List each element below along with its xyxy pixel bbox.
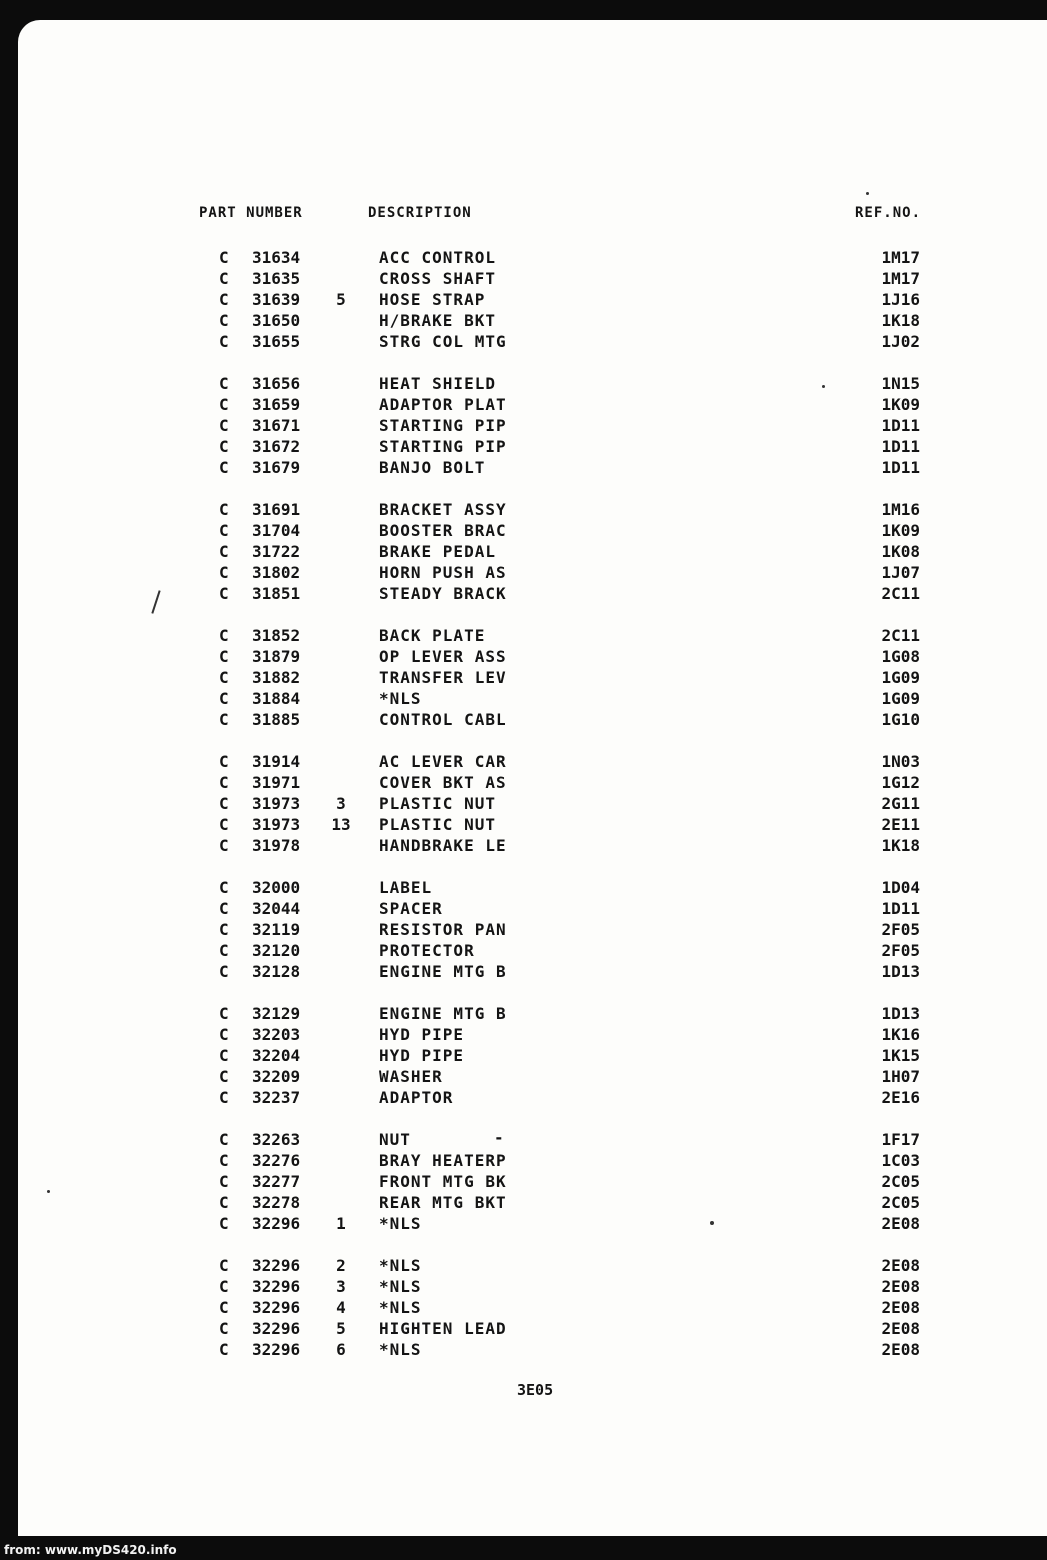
row-prefix: C: [219, 542, 229, 561]
ref-number: 2E08: [881, 1277, 920, 1296]
part-description: *NLS: [379, 1214, 422, 1233]
ref-number: 1M17: [881, 269, 920, 288]
table-row: [0, 878, 1047, 899]
part-description: ACC CONTROL: [379, 248, 496, 267]
part-description: BRAKE PEDAL: [379, 542, 496, 561]
table-row: [0, 1340, 1047, 1361]
ref-number: 1G09: [881, 689, 920, 708]
part-number: 32296: [252, 1256, 301, 1275]
table-row: [0, 1298, 1047, 1319]
quantity: 2: [336, 1256, 346, 1275]
row-prefix: C: [219, 647, 229, 666]
part-description: STEADY BRACK: [379, 584, 507, 603]
row-prefix: C: [219, 836, 229, 855]
row-prefix: C: [219, 521, 229, 540]
table-row: [0, 416, 1047, 437]
part-description: *NLS: [379, 1298, 422, 1317]
ref-number: 1K09: [881, 395, 920, 414]
table-row: [0, 1172, 1047, 1193]
part-number: 32296: [252, 1340, 301, 1359]
row-prefix: C: [219, 269, 229, 288]
table-row: [0, 1046, 1047, 1067]
part-description: BACK PLATE: [379, 626, 486, 645]
part-number: 31978: [252, 836, 301, 855]
table-row: [0, 1193, 1047, 1214]
part-number: 31973: [252, 815, 301, 834]
table-row: [0, 920, 1047, 941]
row-prefix: C: [219, 437, 229, 456]
row-prefix: C: [219, 899, 229, 918]
row-prefix: C: [219, 1088, 229, 1107]
part-description: WASHER: [379, 1067, 443, 1086]
ref-number: 1G08: [881, 647, 920, 666]
part-number: 31671: [252, 416, 301, 435]
part-description: HEAT SHIELD: [379, 374, 496, 393]
ref-number: 1G09: [881, 668, 920, 687]
row-prefix: C: [219, 563, 229, 582]
part-number: 31679: [252, 458, 301, 477]
part-number: 32044: [252, 899, 301, 918]
part-description: *NLS: [379, 1340, 422, 1359]
table-row: [0, 773, 1047, 794]
part-number: 32296: [252, 1298, 301, 1317]
part-number: 32120: [252, 941, 301, 960]
row-prefix: C: [219, 374, 229, 393]
row-prefix: C: [219, 773, 229, 792]
ref-number: 1J16: [881, 290, 920, 309]
row-prefix: C: [219, 248, 229, 267]
part-number: 31851: [252, 584, 301, 603]
part-description: NUT: [379, 1130, 411, 1149]
ref-number: 2C11: [881, 584, 920, 603]
row-prefix: C: [219, 1004, 229, 1023]
ref-number: 1K16: [881, 1025, 920, 1044]
part-number: 32263: [252, 1130, 301, 1149]
part-number: 32203: [252, 1025, 301, 1044]
part-number: 32128: [252, 962, 301, 981]
part-number: 32119: [252, 920, 301, 939]
part-number: 31659: [252, 395, 301, 414]
part-number: 32296: [252, 1277, 301, 1296]
part-number: 31691: [252, 500, 301, 519]
part-number: 31879: [252, 647, 301, 666]
part-number: 32209: [252, 1067, 301, 1086]
table-row: [0, 962, 1047, 983]
part-number: 31655: [252, 332, 301, 351]
table-row: [0, 815, 1047, 836]
row-prefix: C: [219, 500, 229, 519]
table-row: [0, 1277, 1047, 1298]
part-description: ADAPTOR: [379, 1088, 454, 1107]
row-prefix: C: [219, 1067, 229, 1086]
ref-number: 1J07: [881, 563, 920, 582]
table-row: [0, 248, 1047, 269]
table-row: [0, 374, 1047, 395]
row-prefix: C: [219, 710, 229, 729]
speck: [866, 192, 869, 195]
part-number: 31852: [252, 626, 301, 645]
stray-mark: -: [494, 1128, 504, 1147]
table-row: [0, 1256, 1047, 1277]
ref-number: 1K15: [881, 1046, 920, 1065]
row-prefix: C: [219, 920, 229, 939]
ref-number: 2E08: [881, 1298, 920, 1317]
table-row: [0, 1088, 1047, 1109]
part-number: 31973: [252, 794, 301, 813]
part-description: *NLS: [379, 1256, 422, 1275]
table-row: [0, 395, 1047, 416]
part-number: 32129: [252, 1004, 301, 1023]
part-description: HANDBRAKE LE: [379, 836, 507, 855]
part-description: HORN PUSH AS: [379, 563, 507, 582]
part-description: PROTECTOR: [379, 941, 475, 960]
part-number: 31656: [252, 374, 301, 393]
row-prefix: C: [219, 1340, 229, 1359]
ref-number: 1D11: [881, 899, 920, 918]
table-row: [0, 1067, 1047, 1088]
row-prefix: C: [219, 1046, 229, 1065]
ref-number: 1D13: [881, 1004, 920, 1023]
speck: [710, 1221, 714, 1225]
row-prefix: C: [219, 1193, 229, 1212]
row-prefix: C: [219, 752, 229, 771]
part-description: ENGINE MTG B: [379, 962, 507, 981]
part-number: 32204: [252, 1046, 301, 1065]
table-row: [0, 563, 1047, 584]
part-number: 31914: [252, 752, 301, 771]
part-number: 31634: [252, 248, 301, 267]
part-description: PLASTIC NUT: [379, 794, 496, 813]
ref-number: 1D11: [881, 416, 920, 435]
speck: [822, 385, 825, 388]
row-prefix: C: [219, 1151, 229, 1170]
part-description: OP LEVER ASS: [379, 647, 507, 666]
part-number: 31884: [252, 689, 301, 708]
quantity: 3: [336, 794, 346, 813]
quantity: 3: [336, 1277, 346, 1296]
row-prefix: C: [219, 815, 229, 834]
quantity: 6: [336, 1340, 346, 1359]
row-prefix: C: [219, 332, 229, 351]
ref-number: 1G10: [881, 710, 920, 729]
part-description: BRACKET ASSY: [379, 500, 507, 519]
ref-number: 1D11: [881, 458, 920, 477]
table-row: [0, 1130, 1047, 1151]
ref-number: 1J02: [881, 332, 920, 351]
ref-number: 1N03: [881, 752, 920, 771]
part-description: *NLS: [379, 689, 422, 708]
row-prefix: C: [219, 395, 229, 414]
part-description: SPACER: [379, 899, 443, 918]
speck: [47, 1190, 50, 1193]
part-number: 31635: [252, 269, 301, 288]
ref-number: 2E11: [881, 815, 920, 834]
part-description: ADAPTOR PLAT: [379, 395, 507, 414]
column-header-description: DESCRIPTION: [368, 205, 472, 221]
ref-number: 1K18: [881, 311, 920, 330]
part-number: 31639: [252, 290, 301, 309]
ref-number: 1K09: [881, 521, 920, 540]
part-description: BRAY HEATERP: [379, 1151, 507, 1170]
part-number: 32276: [252, 1151, 301, 1170]
part-number: 31672: [252, 437, 301, 456]
table-row: [0, 500, 1047, 521]
ref-number: 1C03: [881, 1151, 920, 1170]
row-prefix: C: [219, 878, 229, 897]
part-description: STRG COL MTG: [379, 332, 507, 351]
part-number: 31882: [252, 668, 301, 687]
part-number: 31704: [252, 521, 301, 540]
ref-number: 1D04: [881, 878, 920, 897]
source-watermark: from: www.myDS420.info: [4, 1543, 177, 1557]
part-description: HOSE STRAP: [379, 290, 486, 309]
row-prefix: C: [219, 1214, 229, 1233]
row-prefix: C: [219, 962, 229, 981]
table-row: [0, 269, 1047, 290]
ref-number: 1G12: [881, 773, 920, 792]
ref-number: 1N15: [881, 374, 920, 393]
part-number: 32296: [252, 1319, 301, 1338]
part-number: 32000: [252, 878, 301, 897]
part-description: HYD PIPE: [379, 1046, 465, 1065]
ref-number: 1M17: [881, 248, 920, 267]
row-prefix: C: [219, 794, 229, 813]
part-number: 31650: [252, 311, 301, 330]
quantity: 13: [331, 815, 351, 834]
ref-number: 2C05: [881, 1172, 920, 1191]
part-description: TRANSFER LEV: [379, 668, 507, 687]
row-prefix: C: [219, 416, 229, 435]
part-description: BOOSTER BRAC: [379, 521, 507, 540]
quantity: 5: [336, 1319, 346, 1338]
part-number: 32296: [252, 1214, 301, 1233]
table-row: [0, 332, 1047, 353]
column-header-part-number: PART NUMBER: [199, 205, 303, 221]
table-row: [0, 1025, 1047, 1046]
part-description: STARTING PIP: [379, 437, 507, 456]
ref-number: 2E08: [881, 1256, 920, 1275]
ref-number: 2C11: [881, 626, 920, 645]
row-prefix: C: [219, 668, 229, 687]
row-prefix: C: [219, 584, 229, 603]
row-prefix: C: [219, 311, 229, 330]
part-description: H/BRAKE BKT: [379, 311, 496, 330]
part-description: HIGHTEN LEAD: [379, 1319, 507, 1338]
ref-number: 2E08: [881, 1319, 920, 1338]
row-prefix: C: [219, 689, 229, 708]
table-row: [0, 521, 1047, 542]
table-row: [0, 710, 1047, 731]
table-row: [0, 794, 1047, 815]
page-code: 3E05: [517, 1381, 554, 1399]
part-description: AC LEVER CAR: [379, 752, 507, 771]
row-prefix: C: [219, 1319, 229, 1338]
table-row: [0, 311, 1047, 332]
part-description: HYD PIPE: [379, 1025, 465, 1044]
ref-number: 1M16: [881, 500, 920, 519]
row-prefix: C: [219, 1256, 229, 1275]
ref-number: 2C05: [881, 1193, 920, 1212]
table-row: [0, 941, 1047, 962]
part-description: FRONT MTG BK: [379, 1172, 507, 1191]
part-description: CONTROL CABL: [379, 710, 507, 729]
row-prefix: C: [219, 1172, 229, 1191]
ref-number: 2E08: [881, 1340, 920, 1359]
ref-number: 1H07: [881, 1067, 920, 1086]
ref-number: 1F17: [881, 1130, 920, 1149]
table-row: [0, 836, 1047, 857]
table-row: [0, 458, 1047, 479]
part-description: BANJO BOLT: [379, 458, 486, 477]
table-row: [0, 542, 1047, 563]
part-description: COVER BKT AS: [379, 773, 507, 792]
part-number: 32237: [252, 1088, 301, 1107]
part-number: 31802: [252, 563, 301, 582]
table-row: [0, 752, 1047, 773]
part-description: CROSS SHAFT: [379, 269, 496, 288]
table-row: [0, 689, 1047, 710]
ref-number: 1K18: [881, 836, 920, 855]
table-row: [0, 647, 1047, 668]
row-prefix: C: [219, 1025, 229, 1044]
ref-number: 1K08: [881, 542, 920, 561]
table-row: [0, 668, 1047, 689]
table-row: [0, 437, 1047, 458]
ref-number: 2E08: [881, 1214, 920, 1233]
part-number: 31971: [252, 773, 301, 792]
quantity: 5: [336, 290, 346, 309]
row-prefix: C: [219, 290, 229, 309]
part-description: REAR MTG BKT: [379, 1193, 507, 1212]
table-row: [0, 1214, 1047, 1235]
ref-number: 1D11: [881, 437, 920, 456]
row-prefix: C: [219, 626, 229, 645]
row-prefix: C: [219, 458, 229, 477]
table-row: [0, 899, 1047, 920]
quantity: 4: [336, 1298, 346, 1317]
ref-number: 2F05: [881, 920, 920, 939]
part-number: 32278: [252, 1193, 301, 1212]
ref-number: 1D13: [881, 962, 920, 981]
part-number: 31885: [252, 710, 301, 729]
row-prefix: C: [219, 1298, 229, 1317]
table-row: [0, 1151, 1047, 1172]
part-number: 32277: [252, 1172, 301, 1191]
quantity: 1: [336, 1214, 346, 1233]
part-description: LABEL: [379, 878, 433, 897]
part-number: 31722: [252, 542, 301, 561]
row-prefix: C: [219, 1277, 229, 1296]
part-description: STARTING PIP: [379, 416, 507, 435]
ref-number: 2F05: [881, 941, 920, 960]
table-row: [0, 626, 1047, 647]
part-description: ENGINE MTG B: [379, 1004, 507, 1023]
table-row: [0, 1319, 1047, 1340]
table-row: [0, 290, 1047, 311]
table-row: [0, 1004, 1047, 1025]
part-description: RESISTOR PAN: [379, 920, 507, 939]
row-prefix: C: [219, 1130, 229, 1149]
column-header-ref-no: REF.NO.: [855, 205, 922, 221]
part-description: *NLS: [379, 1277, 422, 1296]
ref-number: 2G11: [881, 794, 920, 813]
part-description: PLASTIC NUT: [379, 815, 496, 834]
ref-number: 2E16: [881, 1088, 920, 1107]
row-prefix: C: [219, 941, 229, 960]
